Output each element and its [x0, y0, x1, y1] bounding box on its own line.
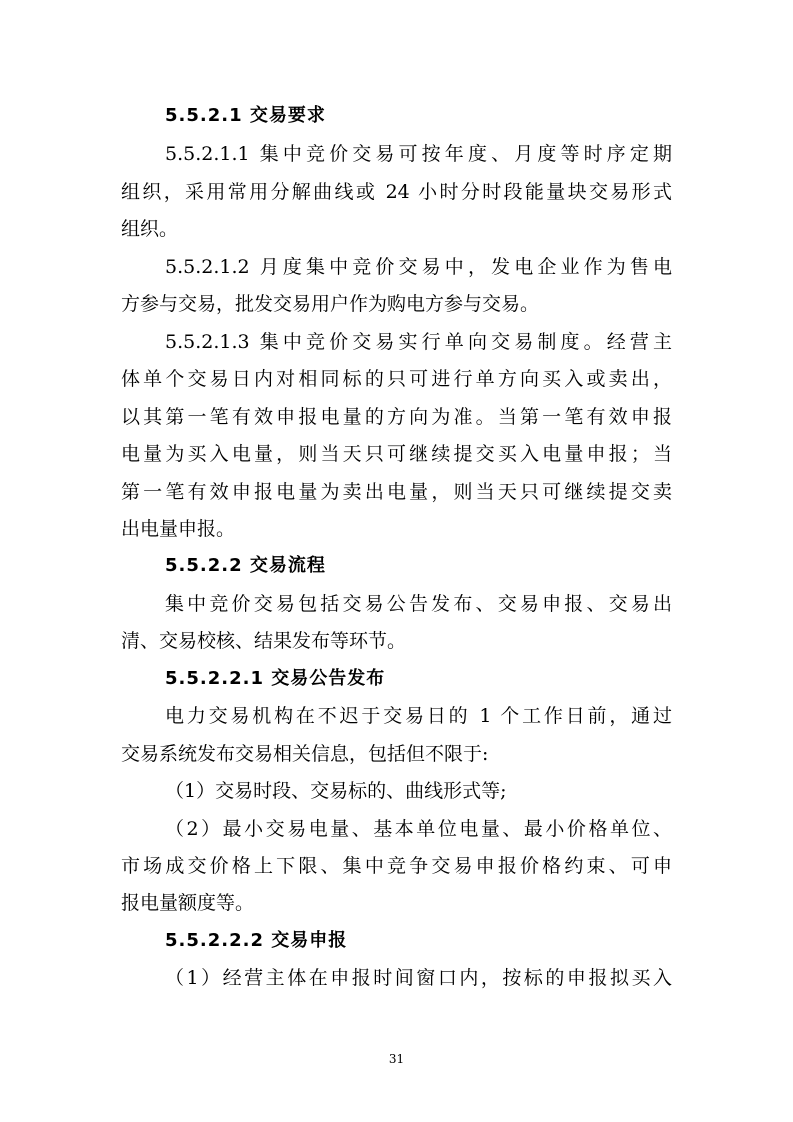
paragraph-line: 以其第一笔有效申报电量的方向为准。当第一笔有效申报	[121, 406, 672, 428]
paragraph-line: 市场成交价格上下限、集中竞争交易申报价格约束、可申	[121, 855, 672, 877]
paragraph-line: 5.5.2.1.2 月度集中竞价交易中，发电企业作为售电	[165, 256, 672, 278]
paragraph-line: 体单个交易日内对相同标的只可进行单方向买入或卖出，	[121, 368, 672, 390]
paragraph-line: 组织。	[121, 218, 179, 240]
heading-5-5-2-2: 5.5.2.2 交易流程	[165, 555, 326, 576]
list-item: （2）最小交易电量、基本单位电量、最小价格单位、	[165, 818, 672, 840]
paragraph-line: 电力交易机构在不迟于交易日的 1 个工作日前，通过	[165, 705, 672, 727]
paragraph-line: 5.5.2.1.3 集中竞价交易实行单向交易制度。经营主	[165, 331, 672, 353]
heading-5-5-2-1: 5.5.2.1 交易要求	[165, 105, 326, 126]
paragraph-line: 5.5.2.1.1 集中竞价交易可按年度、月度等时序定期	[165, 143, 672, 165]
paragraph-line: 报电量额度等。	[121, 892, 255, 914]
paragraph-line: 清、交易校核、结果发布等环节。	[121, 630, 407, 652]
page-number: 31	[388, 1052, 405, 1066]
paragraph-line: 方参与交易，批发交易用户作为购电方参与交易。	[121, 293, 540, 315]
heading-5-5-2-2-1: 5.5.2.2.1 交易公告发布	[165, 668, 386, 689]
heading-5-5-2-2-2: 5.5.2.2.2 交易申报	[165, 930, 348, 951]
paragraph-line: 交易系统发布交易相关信息，包括但不限于:	[121, 743, 489, 765]
paragraph-line: 出电量申报。	[121, 518, 236, 540]
list-item: （1）交易时段、交易标的、曲线形式等;	[165, 780, 507, 802]
paragraph-line: 组织，采用常用分解曲线或 24 小时分时段能量块交易形式	[121, 181, 672, 203]
list-item: （1）经营主体在申报时间窗口内，按标的申报拟买入	[165, 967, 672, 989]
paragraph-line: 集中竞价交易包括交易公告发布、交易申报、交易出	[165, 593, 672, 615]
paragraph-line: 第一笔有效申报电量为卖出电量，则当天只可继续提交卖	[121, 481, 672, 503]
paragraph-line: 电量为买入电量，则当天只可继续提交买入电量申报；当	[121, 443, 672, 465]
